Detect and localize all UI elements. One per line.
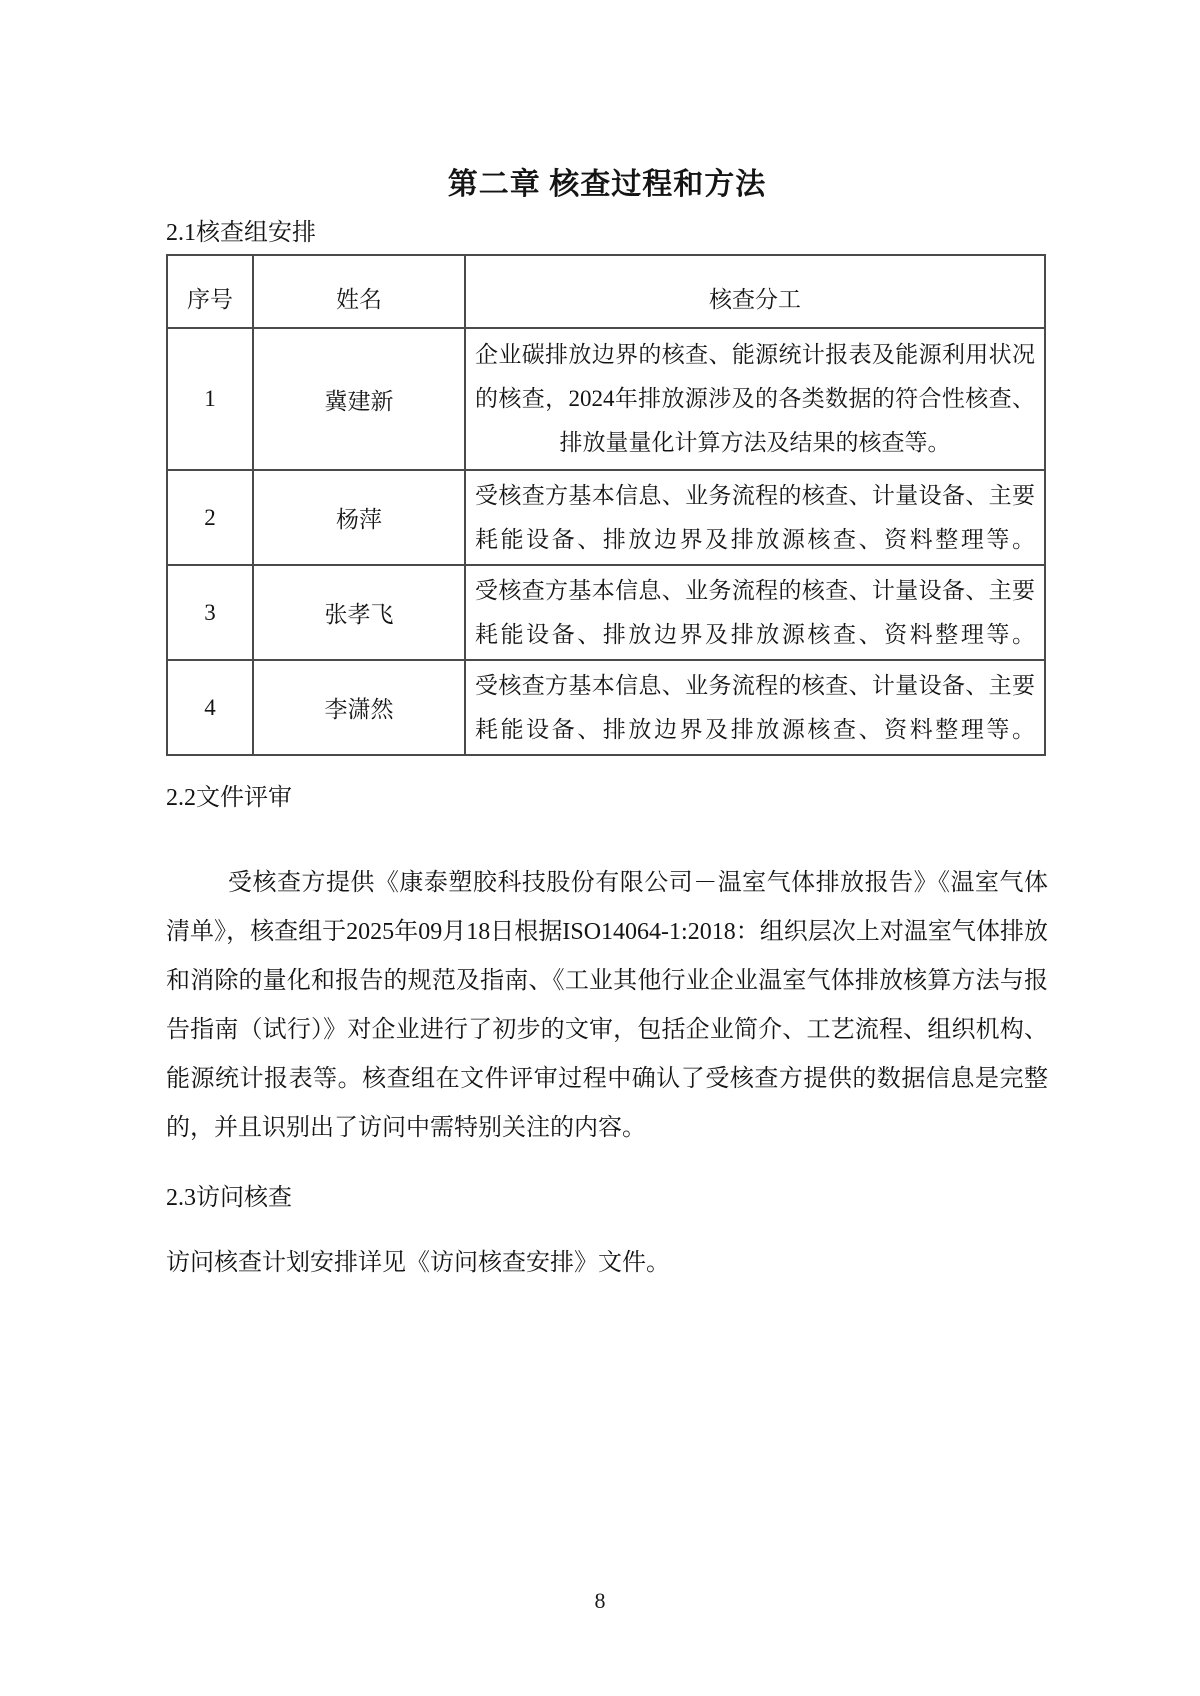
table-row	[167, 328, 1045, 470]
cell-no: 4	[167, 660, 253, 755]
cell-duty: 企业碳排放边界的核查、能源统计报表及能源利用状况的核查，2024年排放源涉及的各类数据的符合性核查、排放量量化计算方法及结果的核查等。	[465, 328, 1045, 470]
document-review-paragraph: 受核查方提供《康泰塑胶科技股份有限公司－温室气体排放报告》《温室气体清单》，核查组于2025年09月18日根据ISO14064-1:2018：组织层次上对温室气体排放和消除的量化和报告的规范及指南、《工业其他行业企业温室气体排放核算方法与报告指南（试行）》对企业进行了初步的文审，包括企业简介、工艺流程、组织机构、能源统计报表等。核查组在文件评审过程中确认了受核查方提供的数据信息是完整的，并且识别出了访问中需特别关注的内容。	[166, 870, 1048, 1141]
page-number: 8	[594, 1588, 606, 1613]
section-2-1-heading: 2.1核查组安排	[166, 220, 316, 246]
cell-name: 李潇然	[253, 660, 465, 755]
cell-no: 3	[167, 565, 253, 660]
table-header-duty: 核查分工	[465, 255, 1045, 328]
cell-duty: 受核查方基本信息、业务流程的核查、计量设备、主要耗能设备、排放边界及排放源核查、资料整理等。	[465, 565, 1045, 660]
table-row	[167, 565, 1045, 660]
visit-verification-paragraph: 访问核查计划安排详见《访问核查安排》文件。	[166, 1250, 670, 1276]
section-2-2-heading: 2.2文件评审	[166, 785, 292, 811]
table-row	[167, 660, 1045, 755]
cell-name: 杨萍	[253, 470, 465, 565]
verification-team-table	[166, 254, 1046, 756]
cell-name: 张孝飞	[253, 565, 465, 660]
cell-duty: 受核查方基本信息、业务流程的核查、计量设备、主要耗能设备、排放边界及排放源核查、资料整理等。	[465, 660, 1045, 755]
table-header-name: 姓名	[253, 255, 465, 328]
section-2-3-heading: 2.3访问核查	[166, 1185, 292, 1211]
cell-duty: 受核查方基本信息、业务流程的核查、计量设备、主要耗能设备、排放边界及排放源核查、资料整理等。	[465, 470, 1045, 565]
table-row	[167, 470, 1045, 565]
table-header-no: 序号	[167, 255, 253, 328]
table-header-row	[167, 255, 1045, 328]
cell-no: 2	[167, 470, 253, 565]
cell-name: 冀建新	[253, 328, 465, 470]
chapter-title: 第二章 核查过程和方法	[447, 168, 767, 201]
page-content	[166, 0, 1048, 1279]
cell-no: 1	[167, 328, 253, 470]
